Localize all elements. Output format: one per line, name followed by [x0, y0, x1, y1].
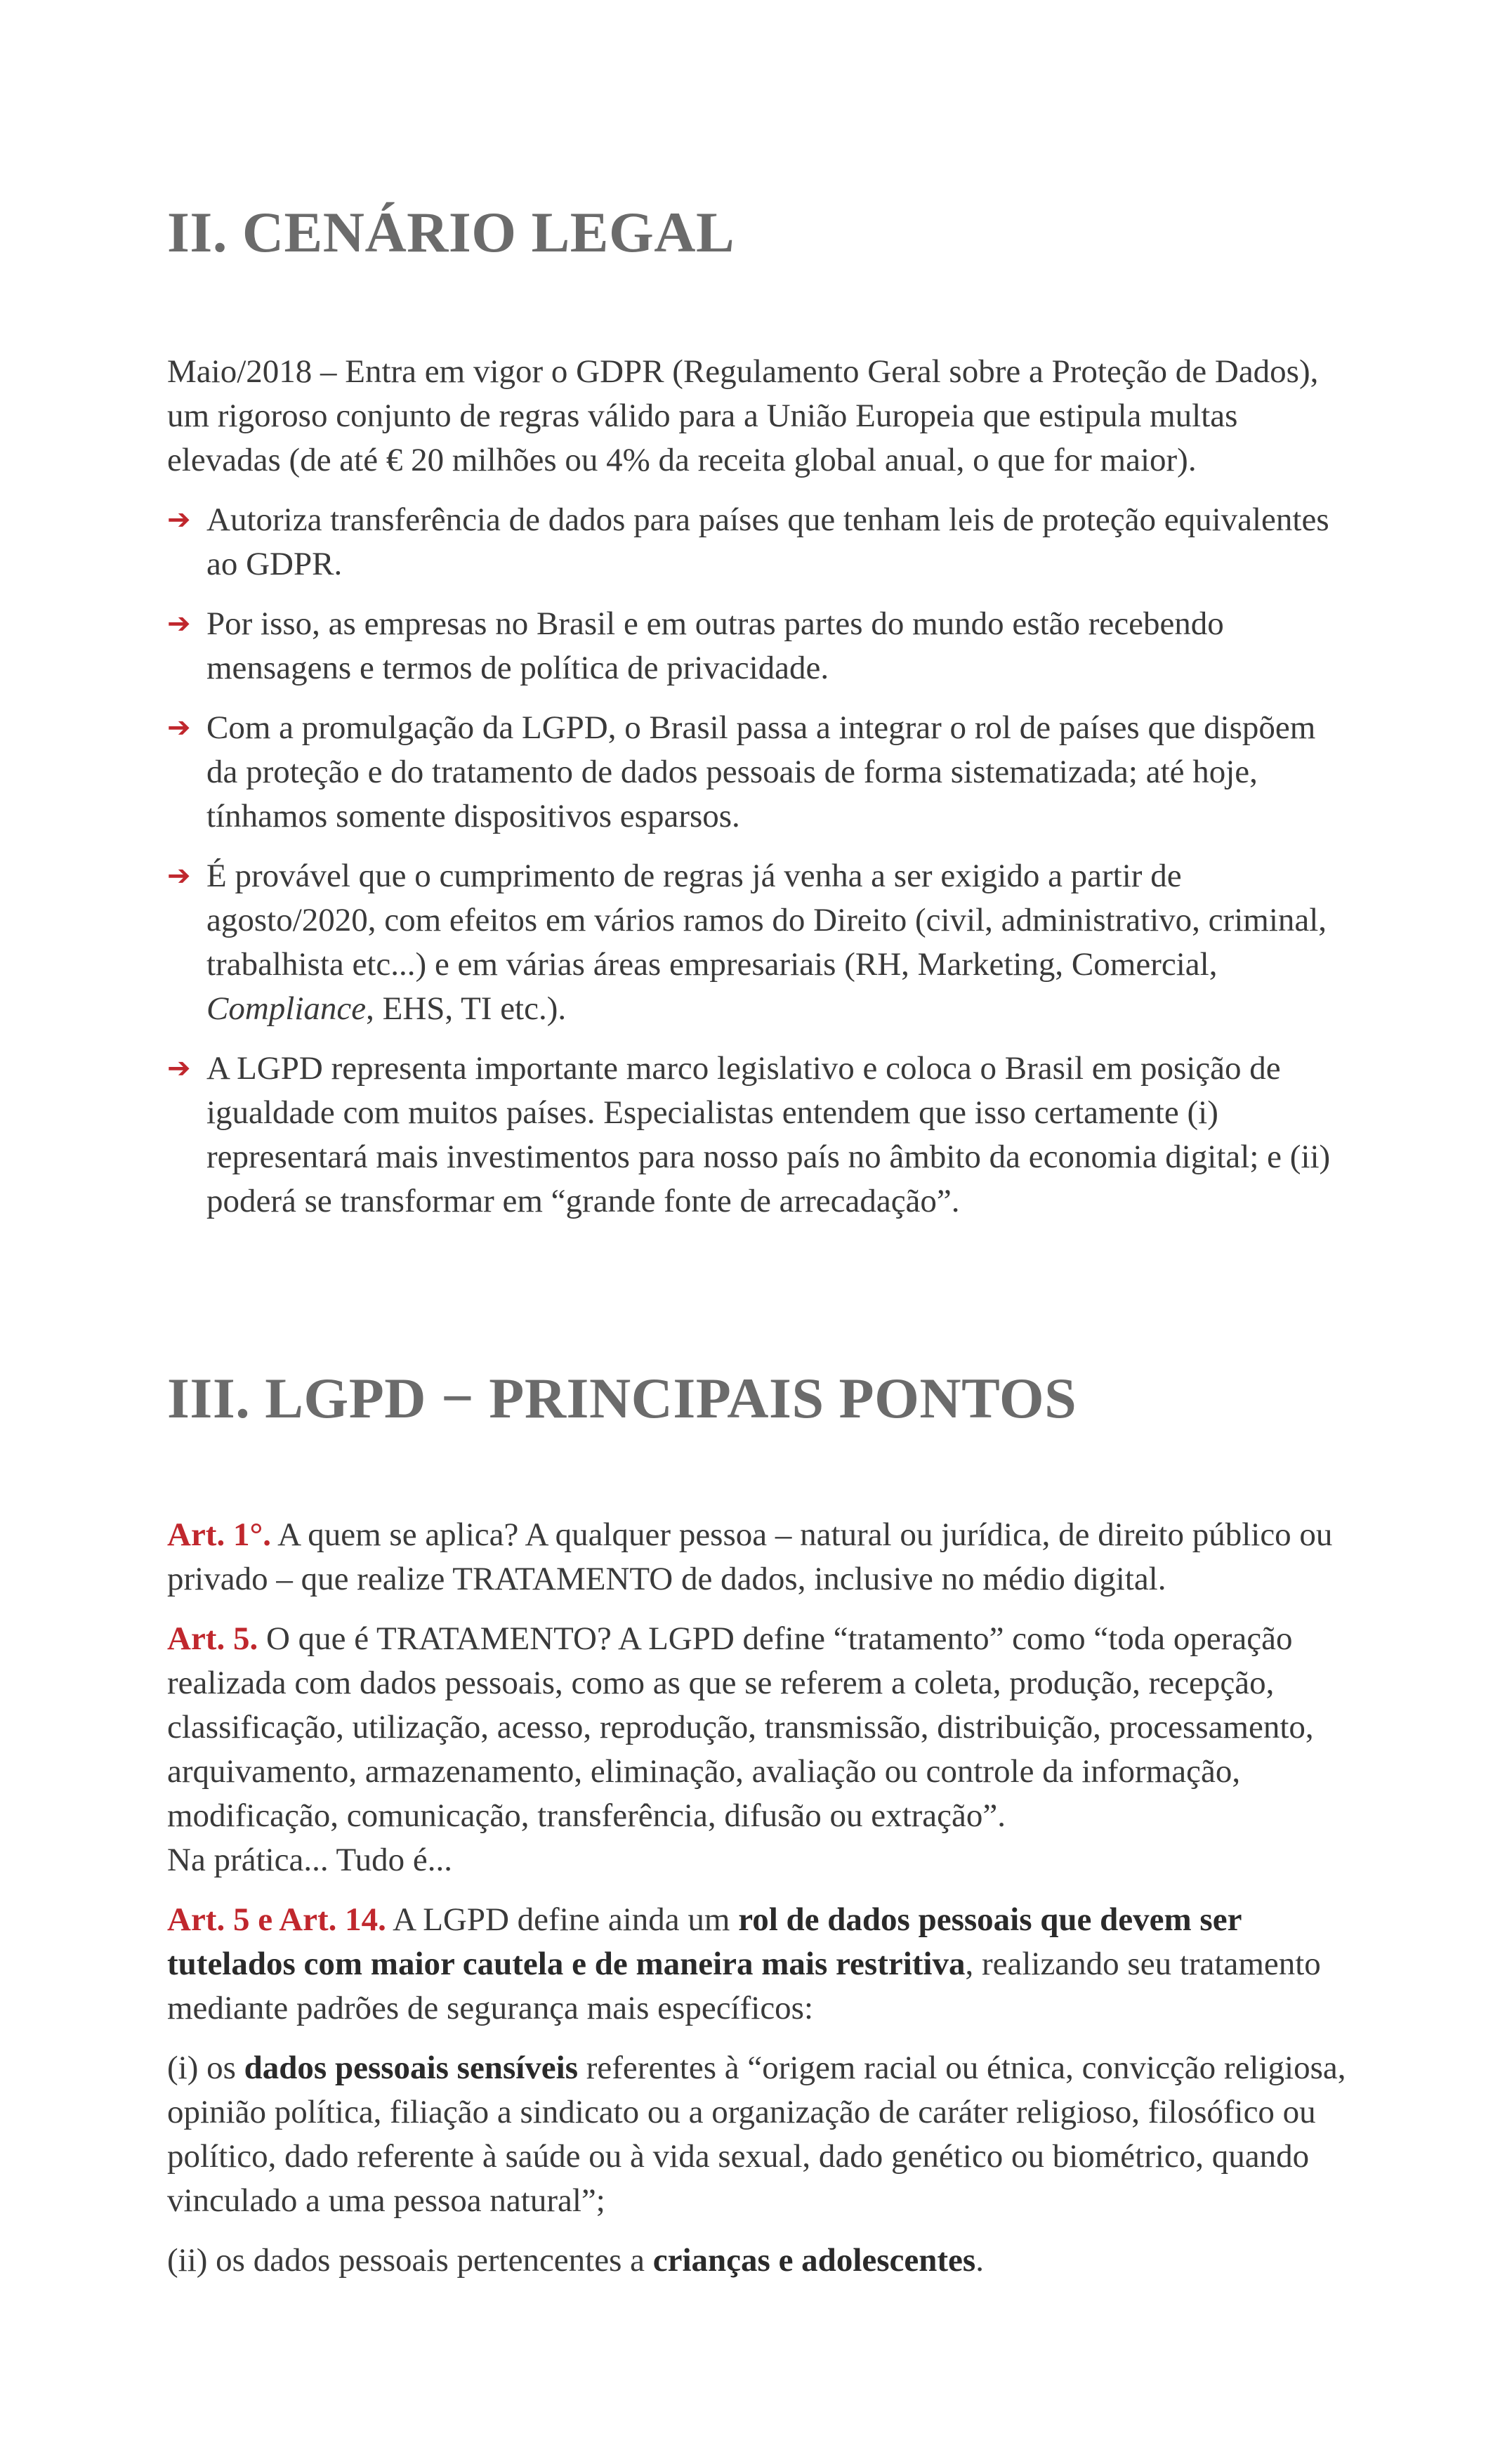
article-5-14-paragraph: Art. 5 e Art. 14. A LGPD define ainda um rol de dados pessoais que devem ser tutelados com maior cautela e de maneira mais restritiva, realizando seu tratamento mediante padrões de segurança mais específicos: — [167, 1901, 1321, 2026]
arrow-right-icon: ➔ — [167, 504, 191, 536]
arrow-right-icon: ➔ — [167, 860, 191, 892]
list-item — [167, 1047, 1347, 1224]
practice-note: Na prática... Tudo é... — [167, 1842, 452, 1878]
section-heading-cenario-legal: II. CENÁRIO LEGAL — [167, 200, 735, 264]
article-label: Art. 5. — [167, 1620, 258, 1657]
compliance-italic: Compliance — [206, 990, 367, 1027]
list-item — [167, 602, 1347, 690]
list-item-text: É provável que o cumprimento de regras já venha a ser exigido a partir de agosto/2020, com efeitos em vários ramos do Direito (civil, administrativo, criminal, trabalhista etc...) e em várias áreas empresariais (RH, Marketing, Comercial, Compliance, EHS, TI etc.). — [206, 858, 1327, 1027]
list-item-text: Por isso, as empresas no Brasil e em outras partes do mundo estão recebendo mensagens e termos de política de privacidade. — [206, 605, 1224, 686]
item-i-paragraph: (i) os dados pessoais sensíveis referentes à “origem racial ou étnica, convicção religiosa, opinião política, filiação a sindicato ou a organização de caráter religioso, filosófico ou político, dado referente à saúde ou à vida sexual, dado genético ou biométrico, quando vinculado a uma pessoa natural”; — [167, 2050, 1346, 2219]
item-ii-paragraph: (ii) os dados pessoais pertencentes a crianças e adolescentes. — [167, 2242, 984, 2279]
section-cenario-legal — [167, 350, 1347, 1239]
article-5-paragraph: Art. 5. O que é TRATAMENTO? A LGPD define “tratamento” como “toda operação realizada com dados pessoais, como as que se referem a coleta, produção, recepção, classificação, utilização, acesso, reprodução, transmissão, distribuição, processamento, arquivamento, armazenamento, eliminação, avaliação ou controle da informação, modificação, comunicação, transferência, difusão ou extração”. Na prática... Tudo é... — [167, 1620, 1314, 1878]
article-label: Art. 1°. — [167, 1516, 271, 1553]
list-item-text: A LGPD representa importante marco legislativo e coloca o Brasil em posição de igualdade com muitos países. Especialistas entendem que isso certamente (i) representará mais investimentos para nosso país no âmbito da economia digital; e (ii) poderá se transformar em “grande fonte de arrecadação”. — [206, 1050, 1331, 1219]
gdpr-intro-paragraph: Maio/2018 – Entra em vigor o GDPR (Regulamento Geral sobre a Proteção de Dados), um rigoroso conjunto de regras válido para a União Europeia que estipula multas elevadas (de até € 20 milhões ou 4% da receita global anual, o que for maior). — [167, 353, 1319, 478]
section-heading-principais-pontos: III. LGPD − PRINCIPAIS PONTOS — [167, 1366, 1077, 1430]
article-1-paragraph: Art. 1°. A quem se aplica? A qualquer pessoa – natural ou jurídica, de direito público ou privado – que realize TRATAMENTO de dados, inclusive no médio digital. — [167, 1516, 1333, 1597]
list-item — [167, 498, 1347, 586]
list-item — [167, 706, 1347, 839]
arrow-right-icon: ➔ — [167, 1052, 191, 1084]
article-label: Art. 5 e Art. 14. — [167, 1901, 386, 1938]
section-principais-pontos — [167, 1513, 1347, 2298]
bold-phrase: rol de dados pessoais que devem ser tutelados com maior cautela e de maneira mais restritiva — [167, 1901, 1242, 1982]
arrow-right-icon: ➔ — [167, 712, 191, 744]
list-item-text: Autoriza transferência de dados para países que tenham leis de proteção equivalentes ao GDPR. — [206, 502, 1329, 582]
list-item — [167, 854, 1347, 1031]
arrow-right-icon: ➔ — [167, 608, 191, 640]
list-item-text: Com a promulgação da LGPD, o Brasil passa a integrar o rol de países que dispõem da proteção e do tratamento de dados pessoais de forma sistematizada; até hoje, tínhamos somente dispositivos esparsos. — [206, 709, 1316, 834]
bold-phrase: crianças e adolescentes — [652, 2242, 976, 2279]
bold-phrase: dados pessoais sensíveis — [244, 2050, 579, 2086]
